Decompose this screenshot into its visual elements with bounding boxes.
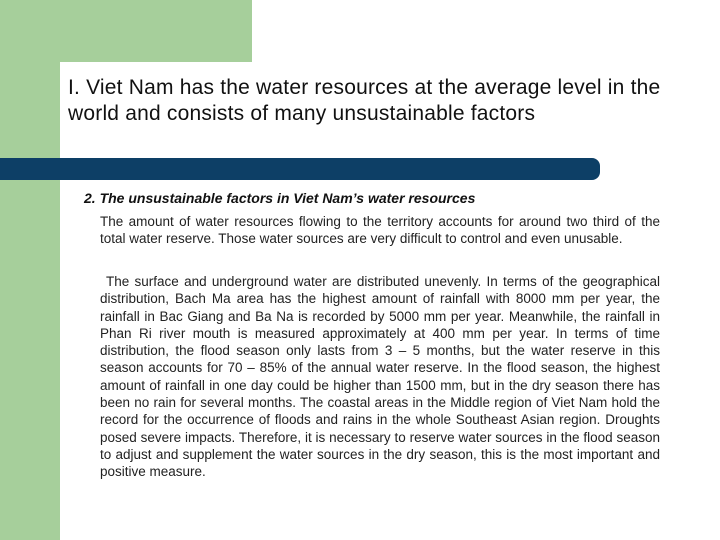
decorative-green-sidebar — [0, 0, 60, 540]
body-paragraph-1: The amount of water resources flowing to the territory accounts for around two third of the total water reserve. Those water sources are very difficult to control and even unusable. — [100, 214, 660, 247]
body-paragraph-2: The surface and underground water are distributed unevenly. In terms of the geographical distribution, Bach Ma area has the highest amount of rainfall with 8000 mm per year, the rainfall in Bac Giang and Ba Na is recorded by 5000 mm per year. Meanwhile, the rainfall in Phan Ri river mouth is measured approximately at 400 mm per year. In terms of time distribution, the flood season only lasts from 3 – 5 months, but the water reserve in this season accounts for 70 – 85% of the annual water reserve. In the flood season, the highest amount of rainfall in one day could be higher than 1500 mm, but in the dry season there has been no rain for several months. The coastal areas in the Middle region of Viet Nam hold the record for the occurrence of floods and rains in the whole Southeast Asian region. Droughts posed severe impacts. Therefore, it is necessary to reserve water sources in the flood season to adjust and supplement the water sources in the dry season, this is the most important and positive measure. — [100, 274, 660, 480]
slide-title: I. Viet Nam has the water resources at the average level in the world and consists of many unsustainable factors — [68, 76, 661, 125]
title-divider-bar — [0, 158, 600, 180]
decorative-green-header-block — [60, 0, 252, 62]
section-subtitle: 2. The unsustainable factors in Viet Nam’s water resources — [84, 190, 476, 206]
